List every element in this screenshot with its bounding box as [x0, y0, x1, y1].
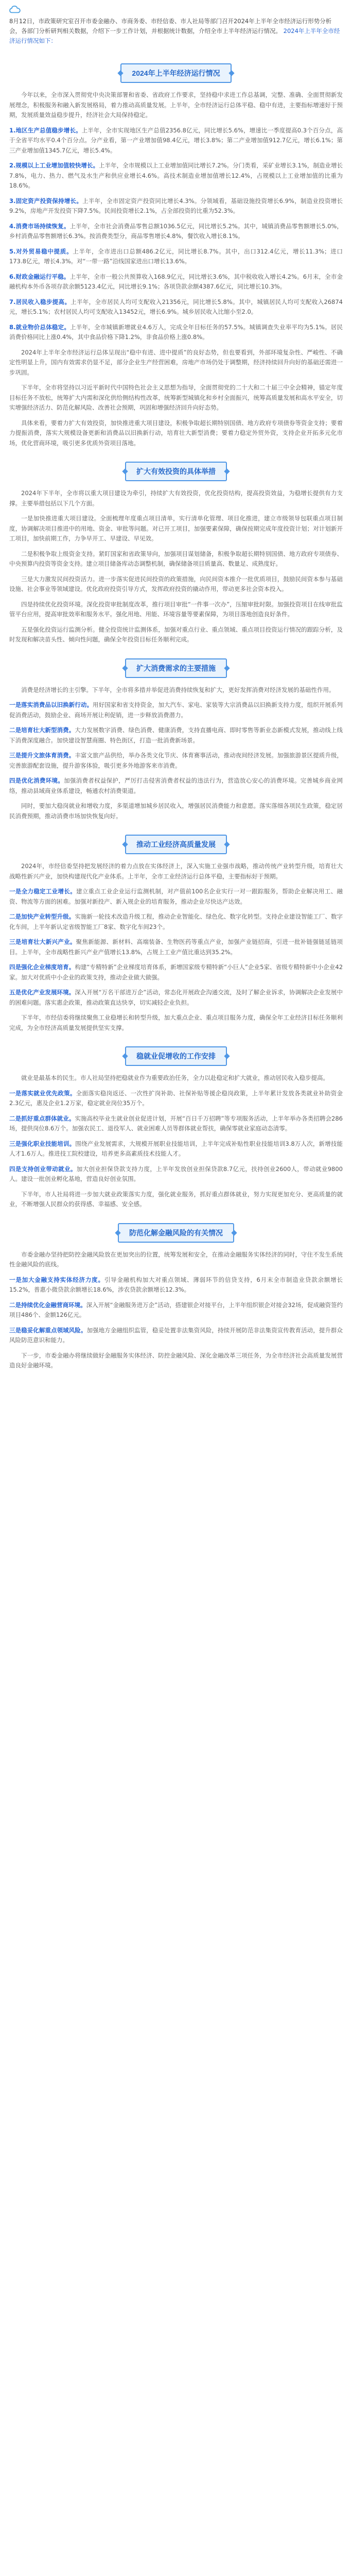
section-5 [0, 1046, 352, 1210]
list-item-lead: 五是优化产业发展环境。 [9, 989, 75, 996]
list-item-text: 用好国家和省支持资金，加大汽车、家电、家装等大宗消费品以旧换新支持力度，组织开展系列促消费活动，鼓励企业、商场开展让利促销，进一步释放消费潜力。 [9, 701, 343, 719]
section-paragraph: 同时，要加大稳岗就业和增收力度，多渠道增加城乡居民收入，增强居民消费能力和意愿。落实落细各项民生政策，稳定居民消费预期，推动消费市场加快恢复向好。 [9, 802, 343, 820]
section-paragraph: 2024年，市经信委坚持把发展经济的着力点放在实体经济上，深入实施工业强市战略，推动传统产业转型升级，培育壮大战略性新兴产业，加快构建现代化产业体系。上半年，全市工业经济运行总体平稳，主要指标好于预期。 [9, 862, 343, 880]
intro-highlight: 2024年上半年全市经济运行情况如下： [9, 27, 340, 44]
list-item [9, 272, 343, 292]
list-item-lead: 5.对外贸易稳中提质。 [9, 247, 73, 255]
section-paragraph: 2024年上半年全市经济运行总体呈现出“稳中有进、进中提质”的良好态势，但也要看到，外部环境复杂性、严峻性、不确定性明显上升，国内有效需求仍显不足，部分企业生产经营困难，房地产市场仍处于调整期，经济持续回升向好的基础还需进一步巩固。 [9, 348, 343, 376]
section-paragraph: 市委金融办坚持把防控金融风险放在更加突出的位置，统筹发展和安全，在推动金融服务实体经济的同时，守住不发生系统性金融风险的底线。 [9, 1250, 343, 1268]
section-paragraph: 三是大力激发民间投资活力。进一步落实促进民间投资的政策措施，向民间资本推介一批优质项目，鼓励民间资本参与基础设施、社会事业等领域建设。优化政府投资引导方式，发挥政府投资的撬动作用，带动更多社会资本投入。 [9, 575, 343, 592]
list-item-lead: 三是提升文旅体育消费。 [9, 752, 75, 759]
list-item [9, 988, 343, 1008]
list-item [9, 196, 343, 216]
section-title-badge: 扩大有效投资的具体举措 [125, 462, 227, 481]
list-item [9, 912, 343, 932]
section-paragraph: 2024年下半年，全市将以重大项目建设为牵引，持续扩大有效投资，优化投资结构，提高投资效益，为稳增长提供有力支撑。主要举措包括以下几个方面。 [9, 489, 343, 507]
section-2 [0, 462, 352, 645]
list-item-text: 丰富文旅产品供给，举办各类文化节庆、体育赛事活动，推动夜间经济发展。加强旅游景区提质升级，完善旅游配套设施，提升游客体验，吸引更多外地游客来市消费。 [9, 752, 343, 769]
list-item-lead: 一是落实就业优先政策。 [9, 1089, 76, 1097]
section-title-badge: 扩大消费需求的主要措施 [125, 658, 227, 678]
section-header [9, 1046, 343, 1066]
list-item-text: 大力发展数字消费、绿色消费、健康消费，支持直播电商、即时零售等新业态新模式发展，推动线上线下消费深度融合。加快建设智慧商圈、特色街区，打造一批消费新场景。 [9, 726, 343, 744]
list-item-lead: 一是加大金融支持实体经济力度。 [9, 1276, 104, 1283]
section-title-badge: 2024年上半年经济运行情况 [120, 63, 231, 83]
list-item [9, 887, 343, 907]
section-paragraph: 一是加快推进重大项目建设。全面梳理年度重点项目清单，实行清单化管理、项目化推进，建立市级领导包联重点项目制度，协调解决项目推进中的用地、资金、审批等问题。对已开工项目，加强要素保障，确保按期完成年度投资计划；对计划新开工项目，加快前期工作，力争早开工、早建设、早见效。 [9, 515, 343, 542]
section-paragraph: 具体来看，要着力扩大有效投资，加快推进重大项目建设，积极争取超长期特别国债、地方政府专项债券等资金支持；要着力提振消费，落实大规模设备更新和消费品以旧换新行动，培育壮大新型消费；要着力稳定外贸外资，支持企业开拓多元化市场，优化营商环境，吸引更多优质外资项目落地。 [9, 419, 343, 447]
list-item [9, 1139, 343, 1159]
list-item-lead: 一是落实消费品以旧换新行动。 [9, 701, 93, 708]
list-item-text: 深入开展“金融服务进万企”活动，搭建银企对接平台，上半年组织银企对接会32场，促成融资签约项目486个、金额126亿元。 [9, 1301, 343, 1318]
list-item [9, 1300, 343, 1320]
list-item-text: 上半年，全市城镇新增就业4.6万人，完成全年目标任务的57.5%。城镇调查失业率平均为5.1%。居民消费价格同比上涨0.4%，其中食品价格下降1.2%，非食品价格上涨0.8%。 [9, 323, 343, 341]
list-item-text: 围绕产业发展需求，大规模开展职业技能培训，上半年完成补贴性职业技能培训3.8万人次，新增技能人才1.6万人。推进技工院校建设，培养更多高素质技术技能人才。 [9, 1140, 343, 1157]
list-item-text: 上半年，全市实现地区生产总值2356.8亿元，同比增长5.6%，增速比一季度提高0.3个百分点，高于全省平均水平0.4个百分点。分产业看，第一产业增加值98.4亿元，增长3.8%；第二产业增加值912.7亿元，增长6.1%；第三产业增加值1345.7亿元，增长5.4%。 [9, 126, 343, 154]
list-item-text: 建立重点工业企业运行监测机制，对产值前100名企业实行一对一跟踪服务，帮助企业解决用工、融资、物流等方面的困难。加强对新投产、新入规企业的培育服务，推动企业尽快达产达效。 [9, 888, 343, 905]
list-item-text: 加大创业担保贷款支持力度，上半年发放创业担保贷款8.7亿元，扶持创业2600人，带动就业9800人。建设一批创业孵化基地，营造良好创业氛围。 [9, 1165, 343, 1182]
section-paragraph: 今年以来，全市深入贯彻党中央决策部署和省委、省政府工作要求，坚持稳中求进工作总基调，完整、准确、全面贯彻新发展理念，积极服务和融入新发展格局，着力推动高质量发展。上半年，全市经济运行总体平稳、稳中有进，主要指标增速好于预期，发展质量效益稳步提升，经济社会大局保持稳定。 [9, 91, 343, 118]
list-item [9, 222, 343, 242]
section-1 [0, 63, 352, 448]
list-item-text: 上半年，全市居民人均可支配收入21356元，同比增长5.8%。其中，城镇居民人均可支配收入26874元，增长5.1%；农村居民人均可支配收入13452元，增长6.9%。城乡居民收入比缩小至2.0。 [9, 298, 343, 315]
section-3 [0, 658, 352, 822]
list-item-lead: 四是支持创业带动就业。 [9, 1165, 77, 1173]
list-item [9, 937, 343, 957]
list-item-text: 上半年，全市社会消费品零售总额1036.5亿元，同比增长5.2%。其中，城镇消费品零售额增长5.0%，乡村消费品零售额增长6.3%。按消费类型分，商品零售增长4.8%，餐饮收入增长8.1%。 [9, 222, 343, 240]
section-header [9, 1223, 343, 1243]
section-paragraph: 二是积极争取上级资金支持。紧盯国家和省政策导向，加强项目谋划储备，积极争取超长期特别国债、地方政府专项债券、中央预算内投资等资金支持。建立项目储备库动态调整机制，确保储备项目质量高、数量足、成熟度好。 [9, 550, 343, 567]
list-item [9, 751, 343, 771]
list-item-lead: 二是加快产业转型升级。 [9, 913, 75, 920]
list-item-lead: 三是强化职业技能培训。 [9, 1140, 76, 1147]
list-item-text: 全面落实稳岗返还、一次性扩岗补助、社保补贴等援企稳岗政策，上半年累计发放各类就业补助资金2.3亿元，惠及企业1.2万家，稳定就业岗位35万个。 [9, 1089, 343, 1107]
section-header [9, 462, 343, 481]
section-paragraph: 下半年，全市将坚持以习近平新时代中国特色社会主义思想为指导，全面贯彻党的二十大和二十届三中全会精神，锚定年度目标任务不放松，统筹扩大内需和深化供给侧结构性改革，统筹新型城镇化和乡村全面振兴，统筹高质量发展和高水平安全，切实增强经济活力、防范化解风险、改善社会预期，巩固和增强经济回升向好态势。 [9, 384, 343, 411]
section-header [9, 835, 343, 854]
section-title-badge: 稳就业促增收的工作安排 [125, 1046, 227, 1066]
list-item-lead: 7.居民收入稳步提高。 [9, 298, 71, 306]
cloud-logo-icon [9, 5, 21, 14]
list-item-lead: 4.消费市场持续恢复。 [9, 222, 70, 230]
list-item-text: 深入开展“万名干部进万企”活动，常态化开展政企沟通交流，及时了解企业诉求，协调解决企业发展中的困难问题。落实惠企政策，推动政策直达快享，切实减轻企业负担。 [9, 989, 343, 1006]
section-title-badge: 防范化解金融风险的有关情况 [118, 1223, 234, 1243]
list-item-text: 上半年，全市进出口总额486.2亿元，同比增长8.7%。其中，出口312.4亿元，增长11.3%；进口173.8亿元，增长4.3%。对“一带一路”沿线国家进出口增长13.6%。 [9, 247, 343, 265]
list-item [9, 297, 343, 317]
list-item-lead: 6.财政金融运行平稳。 [9, 273, 70, 280]
list-item-lead: 四是强化企业梯度培育。 [9, 963, 75, 971]
list-item [9, 126, 343, 156]
list-item [9, 1114, 343, 1134]
top-strip [0, 0, 352, 14]
list-item-text: 上半年，全市规模以上工业增加值同比增长7.2%。分门类看，采矿业增长3.1%，制造业增长7.8%，电力、热力、燃气及水生产和供应业增长4.6%。高技术制造业增加值增长12.4%，占规模以上工业增加值的比重为18.6%。 [9, 162, 343, 189]
list-item-lead: 一是全力稳定工业增长。 [9, 888, 76, 895]
list-item-text: 聚焦新能源、新材料、高端装备、生物医药等重点产业，加强产业链招商，引进一批补链强链延链项目。上半年，全市战略性新兴产业产值增长13.8%，占规上工业产值比重达到35.2%。 [9, 938, 343, 956]
list-item-lead: 8.就业物价总体稳定。 [9, 323, 71, 331]
intro-text: 8月12日，市政策研究室召开市委金融办、市商务委、市经信委、市人社局等部门召开2024年上半年全市经济运行形势分析会，各部门分析研判相关数据，介绍下一步工作计划，并根据统计数据，介绍全市上半年经济运行情况。 [9, 18, 332, 35]
list-item [9, 725, 343, 745]
list-item-lead: 1.地区生产总值稳步增长。 [9, 126, 82, 134]
list-item-lead: 3.固定资产投资保持增长。 [9, 197, 83, 205]
section-header [9, 658, 343, 678]
list-item-lead: 2.规模以上工业增加值较快增长。 [9, 162, 99, 169]
list-item-lead: 二是培育壮大新型消费。 [9, 726, 75, 734]
intro-paragraph [0, 14, 352, 50]
list-item-lead: 四是优化消费环境。 [9, 777, 64, 784]
list-item [9, 323, 343, 343]
list-item-text: 上半年，全市固定资产投资同比增长4.3%。分领域看，基础设施投资增长6.9%，制造业投资增长9.2%，房地产开发投资下降7.5%。民间投资增长2.1%，占全部投资的比重为52.3%。 [9, 197, 343, 214]
list-item [9, 962, 343, 982]
list-item-lead: 二是持续优化金融营商环境。 [9, 1301, 86, 1309]
list-item-text: 构建“专精特新”企业梯度培育体系，新增国家级专精特新“小巨人”企业5家、省级专精特新中小企业42家。加大对优质中小企业的政策支持，推动企业做大做强。 [9, 963, 343, 981]
sections-container [0, 63, 352, 1371]
section-paragraph: 就业是最基本的民生。市人社局坚持把稳就业作为重要政治任务，全力以赴稳定和扩大就业，推动居民收入稳步提高。 [21, 1074, 329, 1081]
section-paragraph: 下一步，市委金融办将继续做好金融服务实体经济、防控金融风险、深化金融改革三项任务，为全市经济社会高质量发展营造良好金融环境。 [9, 1351, 343, 1369]
section-4 [0, 835, 352, 1033]
section-6 [0, 1223, 352, 1371]
section-paragraph: 五是强化投资运行监测分析。健全投资统计监测体系，加强对重点行业、重点领域、重点项目投资运行情况的跟踪分析，及时发现和解决苗头性、倾向性问题，确保全年投资目标任务顺利完成。 [9, 625, 343, 643]
footer-spacer [0, 1376, 352, 1392]
list-item [9, 1164, 343, 1184]
section-paragraph: 四是持续优化投资环境。深化投资审批制度改革，推行项目审批“一件事一次办”，压缩审批时限。加强投资项目在线审批监管平台应用，提高审批效率和服务水平。强化用地、用能、环境容量等要素保障，为项目落地创造良好条件。 [9, 600, 343, 618]
section-paragraph: 下半年，市经信委将继续聚焦工业稳增长和转型升级，加大重点企业、重点项目服务力度，确保全年工业经济目标任务顺利完成，为全市经济高质量发展提供坚实支撑。 [9, 1014, 343, 1031]
list-item-text: 上半年，全市一般公共预算收入168.9亿元，同比增长3.6%，其中税收收入增长4.2%。6月末，全市金融机构本外币各项存款余额5123.4亿元，同比增长9.1%；各项贷款余额4387.6亿元，同比增长10.3%。 [9, 273, 343, 290]
section-paragraph: 消费是经济增长的主引擎。下半年，全市将多措并举促进消费持续恢复和扩大，更好发挥消费对经济发展的基础性作用。 [21, 686, 335, 693]
list-item-lead: 二是抓好重点群体就业。 [9, 1114, 75, 1122]
section-header [9, 63, 343, 83]
list-item-text: 加强消费者权益保护，严厉打击侵害消费者权益的违法行为，营造放心安心的消费环境。完善城乡商业网络，推动县域商业体系建设，畅通农村消费渠道。 [9, 777, 343, 794]
section-title-badge: 推动工业经济高质量发展 [125, 835, 227, 854]
list-item [9, 1089, 343, 1109]
list-item [9, 1275, 343, 1295]
list-item [9, 700, 343, 720]
list-item-lead: 三是培育壮大新兴产业。 [9, 938, 76, 945]
section-paragraph: 下半年，市人社局将进一步加大就业政策落实力度，强化就业服务，抓好重点群体就业，努力实现更加充分、更高质量的就业，不断增强人民群众的获得感、幸福感、安全感。 [9, 1190, 343, 1208]
list-item [9, 776, 343, 796]
list-item [9, 247, 343, 267]
list-item-text: 实施高校毕业生就业创业促进计划，开展“百日千万招聘”等专项服务活动，上半年举办各类招聘会286场，提供岗位8.6万个。加强农民工、退役军人、就业困难人员等群体就业帮扶，确保零就业家庭动态清零。 [9, 1114, 343, 1132]
list-item [9, 161, 343, 191]
list-item-text: 加强地方金融组织监管，稳妥处置非法集资风险，持续开展防范非法集资宣传教育活动，提升群众风险防范意识和能力。 [9, 1326, 343, 1344]
list-item [9, 1326, 343, 1346]
list-item-lead: 三是稳妥化解重点领域风险。 [9, 1326, 87, 1334]
list-item-text: 引导金融机构加大对重点领域、薄弱环节的信贷支持，6月末全市制造业贷款余额增长15.2%，普惠小微贷款余额增长18.6%，涉农贷款余额增长12.3%。 [9, 1276, 343, 1293]
list-item-text: 实施新一轮技术改造升级工程，推动企业智能化、绿色化、数字化转型。支持企业建设智能工厂、数字化车间，上半年新认定省级智能工厂8家、数字化车间23个。 [9, 913, 343, 930]
